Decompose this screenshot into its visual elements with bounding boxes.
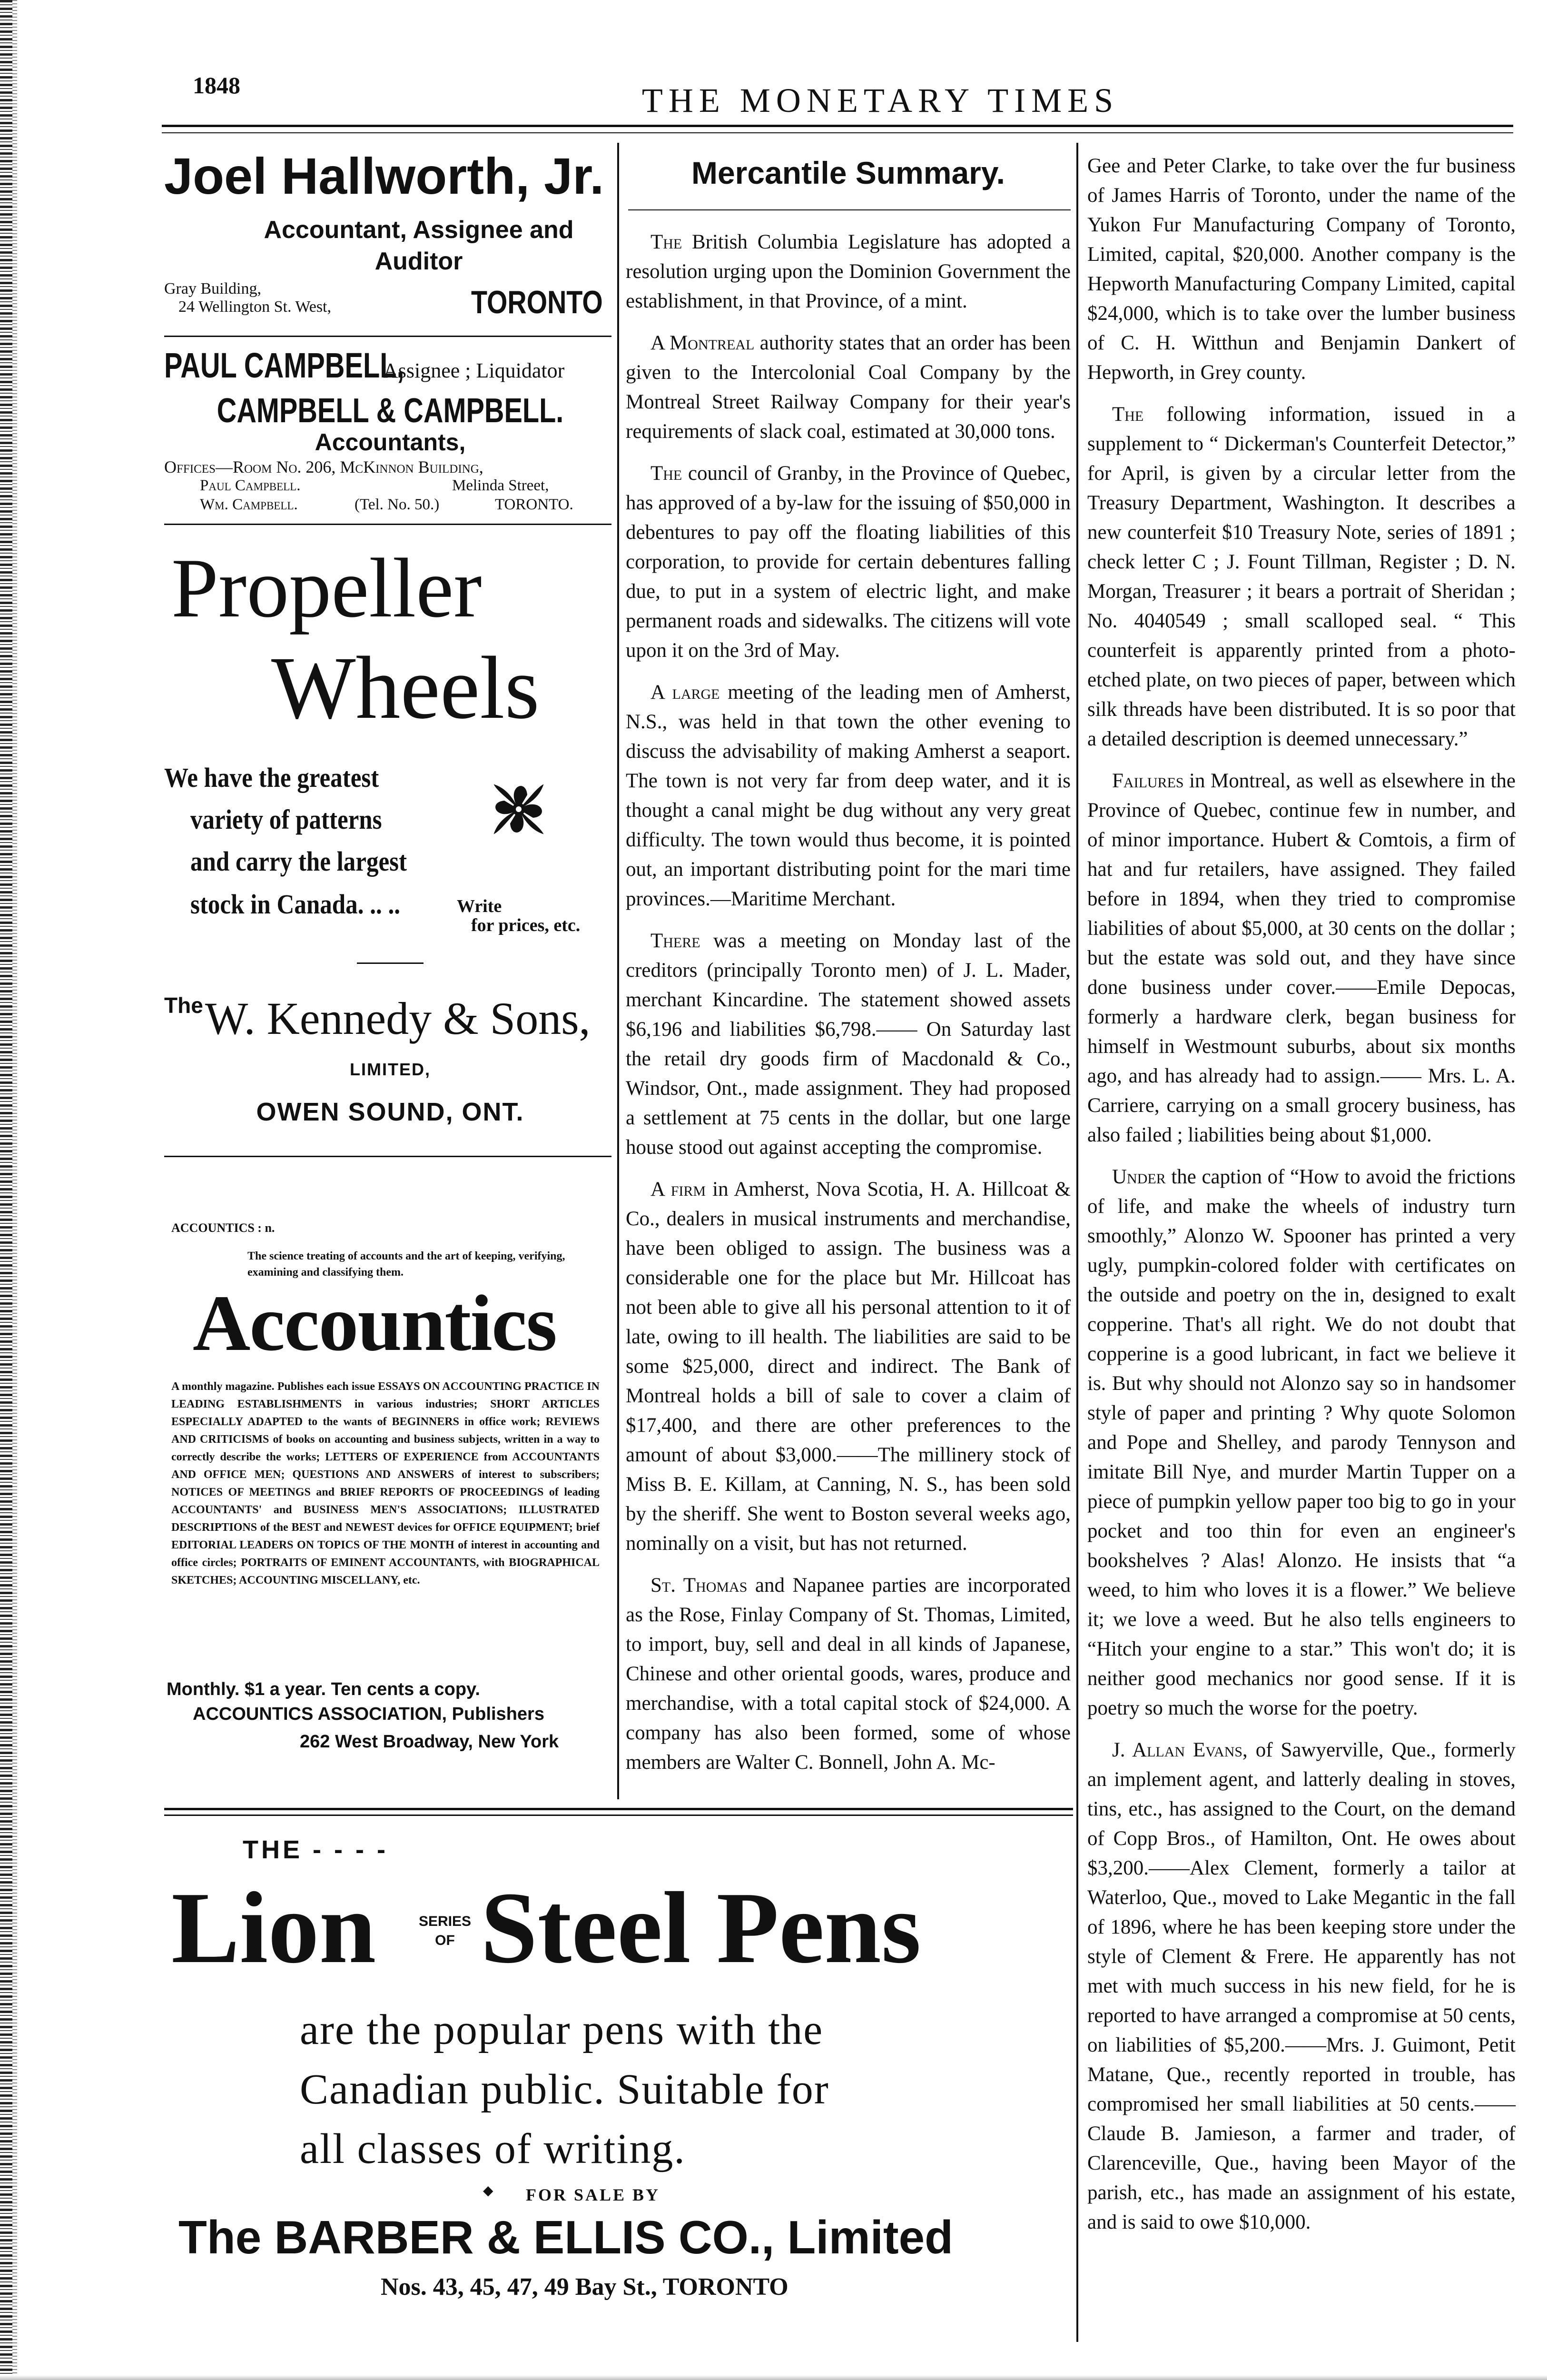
hallworth-role: Accountant, Assignee and Auditor [264,216,574,275]
bottom-ad-rule-2 [164,1815,1073,1816]
mercantile-body [626,228,1071,1790]
article-paragraph [626,678,1071,914]
hallworth-city: TORONTO [471,284,603,320]
campbell-name: PAUL CAMPBELL, [164,346,404,385]
campbell-city: TORONTO. [495,496,573,513]
accountics-definition-head: ACCOUNTICS : n. [171,1221,275,1235]
accountics-publisher: ACCOUNTICS ASSOCIATION, Publishers [193,1704,544,1724]
paragraph-lead: Under [1112,1166,1166,1188]
kennedy-location: OWEN SOUND, ONT. [256,1098,524,1126]
divider [164,1156,611,1157]
paragraph-text: meeting of the leading men of Amherst, N.S., was held in that town the other evening to discuss the advisability of making Amherst a seaport. The town is not very far from deep water, and it is thought a canal might be dug without any very great difficulty. The town would thus become, it is pointed out, an important distributing point for the mari time provinces.—Maritime Merchant. [626,681,1071,910]
campbell-tel: (Tel. No. 50.) [355,496,440,513]
propeller-line-1: We have the greatest [164,762,379,793]
divider [164,524,611,525]
lion-of: OF [435,1933,455,1948]
divider [164,336,611,337]
barber-address: Nos. 43, 45, 47, 49 Bay St., TORONTO [381,2273,788,2301]
article-paragraph [1087,766,1516,1150]
article-paragraph [626,328,1071,446]
hallworth-address-2: 24 Wellington St. West, [178,298,332,316]
campbell-street: Melinda Street, [452,477,549,494]
bottom-ad-rule [164,1808,1073,1810]
page-number: 1848 [193,72,240,99]
paragraph-text: and Napanee parties are incorporated as the Rose, Finlay Company of St. Thomas, Limited, to import, buy, sell and deal in all kinds of Japanese, Chinese and other oriental goods, wares, produce and merchandise, with a total capital stock of $24,000. A company has also been formed, some of whose members are Walter C. Bonnell, John A. Mc- [626,1574,1071,1774]
paragraph-lead: The [1112,403,1144,426]
right-column-body [1087,151,1516,2250]
paragraph-lead: Failures [1112,770,1184,792]
propeller-write: Write [457,896,502,916]
kennedy-line [164,992,616,1045]
paragraph-text: following information, issued in a supplement to “ Dickerman's Counterfeit Detector,” for April, is given by a circular letter from the Treasury Department, Washington. It describes a new counterfeit $10 Treasury Note, series of 1891 ; check letter C ; J. Fount Tillman, Register ; D. N. Morgan, Treasurer ; it bears a portrait of Sheridan ; No. 4040549 ; small scalloped seal. “ This counterfeit is apparently printed from a photo-etched plate, on two pieces of paper, between which silk threads have been distributed. It is so poor that a detailed description is deemed unnecessary.” [1087,403,1516,750]
campbell-sub: Accountants, [315,429,466,456]
campbell-line [164,345,616,386]
scan-edge-fringe [12,0,17,2380]
propeller-title-1: Propeller [171,541,482,635]
lion-tagline-1: are the popular pens with the [300,2006,824,2053]
article-paragraph [626,1175,1071,1558]
paragraph-text: authority states that an order has been given to the Intercolonial Coal Company by the Montreal Street Railway Company for their year's requirements of slack coal, estimated at 30,000 tons. [626,332,1071,443]
paragraph-lead: J. Allan Evans, [1112,1739,1248,1761]
column-divider-right [1076,143,1078,2342]
paragraph-lead: The [650,462,682,485]
accountics-description: A monthly magazine. Publishes each issue ESSAYS ON ACCOUNTING PRACTICE IN LEADING ESTABLISHMENTS in various industries; SHORT ARTICLES ESPECIALLY ADAPTED to the wants of BEGINNERS in office work; REVIEWS AND CRITICISMS of books on accounting and business subjects, written in a way to correctly describe the works; LETTERS OF EXPERIENCE from ACCOUNTANTS AND OFFICE MEN; QUESTIONS AND ANSWERS of interest to subscribers; NOTICES OF MEETINGS and BRIEF REPORTS OF PROCEEDINGS of leading ACCOUNTANTS' and BUSINESS MEN'S ASSOCIATIONS; ILLUSTRATED DESCRIPTIONS of the BEST and NEWEST devices for OFFICE EQUIPMENT; brief EDITORIAL LEADERS ON TOPICS OF THE MONTH of interest in accounting and office circles; PORTRAITS OF EMINENT ACCOUNTANTS, with BIOGRAPHICAL SKETCHES; ACCOUNTING MISCELLANY, etc. [171,1380,600,1587]
article-paragraph [1087,1735,1516,2237]
propeller-line-3: and carry the largest [190,846,407,877]
paragraph-text: in Montreal, as well as elsewhere in the Province of Quebec, continue few in number, and of minor importance. Hubert & Comtois, a firm of hat and fur retailers, have assigned. They failed before in 1894, when they tried to compromise liabilities of about $5,000, at 30 cents on the dollar ; but the estate was sold out, and they have since done business under cover.——Emile Depocas, formerly a hardware clerk, began business for himself in Westmount suburbs, about six months ago, and has already had to assign.—— Mrs. L. A. Carriere, carrying on a small grocery business, has also failed ; liabilities being about $1,000. [1087,770,1516,1146]
masthead: THE MONETARY TIMES [641,81,1119,119]
propeller-icon [483,774,554,845]
kennedy-company: W. Kennedy & Sons, [205,993,591,1044]
paragraph-lead: St. Thomas [650,1574,748,1597]
propeller-line-2: variety of patterns [190,804,382,835]
lion-brand: Lion [171,1871,376,1984]
article-paragraph [1087,151,1516,387]
article-paragraph [1087,400,1516,754]
paragraph-lead: There [650,930,700,952]
paragraph-text: British Columbia Legislature has adopted a resolution urging upon the Dominion Government the establishment, in that Province, of a mint. [626,231,1071,312]
paragraph-text: Gee and Peter Clarke, to take over the fur business of James Harris of Toronto, under the name of the Yukon Fur Manufacturing Company of Toronto, Limited, capital, $20,000. Another company is the Hepworth Manufacturing Company Limited, capital $24,000, which is to take over the lumber business of C. H. Witthun and Benjamin Dankert of Hepworth, in Grey county. [1087,155,1516,384]
accountics-price: Monthly. $1 a year. Ten cents a copy. [167,1679,480,1699]
lion-series: SERIES [419,1914,472,1929]
kennedy-the: The [164,993,203,1018]
article-paragraph [626,228,1071,316]
paragraph-text: in Amherst, Nova Scotia, H. A. Hillcoat & Co., dealers in musical instruments and merchandise, have been obliged to assign. The business was a considerable one for the place but Mr. Hillcoat has not been able to give all his personal attention to it of late, owing to ill health. The liabilities are said to be some $25,000, direct and indirect. The Bank of Montreal holds a bill of sale to cover a claim of $17,400, and there are other preferences to the amount of about $3,000.——The millinery stock of Miss B. E. Killam, at Canning, N. S., has been sold by the sheriff. She went to Boston several weeks ago, nominally on a visit, but has not returned. [626,1178,1071,1555]
column-divider-left [617,143,619,1799]
accountics-definition: The science treating of accounts and the art of keeping, verifying, examining and classifying them. [247,1250,565,1279]
campbell-partner-2: Wm. Campbell. [200,496,298,513]
lion-tagline-3: all classes of writing. [300,2125,686,2172]
paragraph-text: was a meeting on Monday last of the creditors (principally Toronto men) of J. L. Mader, merchant Kincardine. The statement showed assets $6,196 and liabilities $6,798.—— On Saturday last the retail dry goods firm of Macdonald & Co., Windsor, Ont., made assignment. They had proposed a settlement at 75 cents in the dollar, but one large house stood out against accepting the compromise. [626,930,1071,1159]
campbell-offices: Offices—Room No. 206, McKinnon Building, [164,457,483,476]
for-sale-by: FOR SALE BY [526,2185,660,2204]
scan-bottom-shadow [0,2375,1547,2380]
propeller-write-2: for prices, etc. [471,915,581,935]
article-paragraph [626,459,1071,665]
star-icon: ◆ [483,2183,493,2198]
mercantile-title: Mercantile Summary. [691,155,1005,190]
article-paragraph [626,926,1071,1162]
accountics-address: 262 West Broadway, New York [300,1732,559,1752]
paragraph-lead: The [650,231,682,253]
short-rule [357,962,424,964]
scan-edge [0,0,12,2380]
lion-the: THE - - - - [243,1835,388,1864]
paragraph-text: council of Granby, in the Province of Quebec, has approved of a by-law for the issuing of $50,000 in debentures to pay off the floating liabilities of this corporation, to provide for certain debentures falling due, to put in a system of electric light, and make permanent roads and sidewalks. The citizens will vote upon it on the 3rd of May. [626,462,1071,662]
paragraph-lead: A firm [650,1178,706,1200]
article-paragraph [626,1571,1071,1777]
propeller-line-4: stock in Canada. .. .. [190,889,401,920]
hallworth-address-1: Gray Building, [164,280,261,298]
hallworth-name: Joel Hallworth, Jr. [164,147,604,205]
campbell-firm: CAMPBELL & CAMPBELL. [217,392,564,430]
paragraph-text: of Sawyerville, Que., formerly an implement agent, and latterly dealing in stoves, tins, etc., has assigned to the Court, on the demand of Copp Bros., of Hamilton, Ont. He owes about $3,200.——Alex Clement, formerly a tailor at Waterloo, Que., moved to Lake Megantic in the fall of 1896, where he has been keeping store under the style of Clement & Frere. He apparently has not met with much success in his new field, for he is reported to have arranged a compromise at 50 cents, on liabilities of $5,200.——Mrs. J. Guimont, Petit Matane, Que., recently reported in trouble, has compromised her small liabilities at 50 cents.——Claude B. Jamieson, a farmer and trader, of Clarenceville, Que., having been Mayor of the parish, etc., has made an assignment of his estate, and is said to owe $10,000. [1087,1739,1516,2233]
paragraph-lead: A Montreal [650,332,755,354]
propeller-title-2: Wheels [271,638,540,737]
header-rule [162,125,1513,127]
campbell-partner-1: Paul Campbell. [200,477,301,494]
title-rule [628,209,1071,210]
barber-ellis: The BARBER & ELLIS CO., Limited [178,2211,953,2263]
paragraph-text: the caption of “How to avoid the frictions of life, and make the wheels of industry turn smoothly,” Alonzo W. Spooner has printed a very ugly, pumpkin-colored folder with certificates on the outside and poetry on the in, designed to exalt copperine. That's all right. We do not doubt that copperine is a good lubricant, in fact we believe it is. But why should not Alonzo say so in handsomer style of paper and printing ? Why quote Solomon and Pope and Shelley, and parody Tennyson and imitate Bill Nye, and murder Martin Tupper on a piece of pumpkin yellow paper too big to go in your pocket and too thin for even an engineer's bookshelves ? Alas! Alonzo. He insists that “a weed, to him who loves it is a flower.” We believe it; we love a weed. But he also tells engineers to “Hitch your engine to a star.” This won't do; it is neither good mechanics nor good sense. If it is poetry so much the worse for the poetry. [1087,1166,1516,1719]
campbell-role: Assignee ; Liquidator [383,359,565,382]
lion-tagline-2: Canadian public. Suitable for [300,2066,829,2113]
article-paragraph [1087,1162,1516,1723]
paragraph-lead: A large [650,681,720,704]
header-rule-2 [162,132,1513,133]
accountics-title: Accountics [193,1279,556,1368]
kennedy-limited: LIMITED, [350,1060,431,1079]
steel-pens: Steel Pens [481,1871,921,1984]
